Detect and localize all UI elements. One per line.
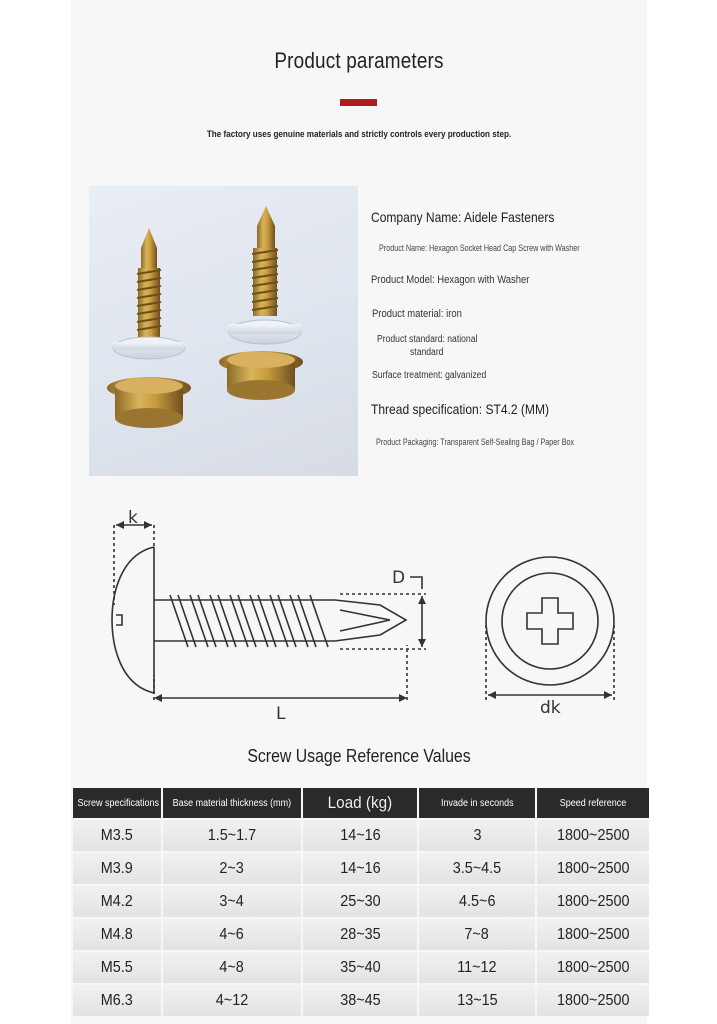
table-cell: 3.5~4.5	[419, 853, 535, 884]
thread-lines	[170, 595, 328, 647]
table-cell: M3.5	[73, 820, 161, 851]
dimension-label-d: D	[392, 568, 406, 588]
screws-photo-illustration	[89, 186, 358, 476]
table-cell: 14~16	[303, 853, 417, 884]
product-photo	[89, 186, 358, 476]
product-model: Product Model: Hexagon with Washer	[371, 274, 530, 286]
right-screw	[219, 206, 303, 400]
table-cell: M5.5	[73, 952, 161, 983]
table-cell: M3.9	[73, 853, 161, 884]
column-header: Invade in seconds	[419, 788, 535, 818]
table-cell: M4.2	[73, 886, 161, 917]
table-row	[73, 886, 649, 917]
table-cell: 25~30	[303, 886, 417, 917]
phillips-recess	[527, 598, 573, 644]
table-cell: 13~15	[419, 985, 535, 1016]
page-subtitle: The factory uses genuine materials and strictly controls every production step.	[206, 129, 512, 139]
table-cell: M6.3	[73, 985, 161, 1016]
column-header: Screw specifications	[73, 788, 161, 818]
product-standard: Product standard: national	[377, 334, 478, 345]
title-accent-bar	[340, 99, 377, 106]
company-name: Company Name: Aidele Fasteners	[371, 209, 555, 225]
usage-reference-table	[71, 786, 651, 1018]
table-cell: 1800~2500	[537, 853, 649, 884]
table-row	[73, 919, 649, 950]
product-material: Product material: iron	[372, 308, 462, 320]
table-cell: 1.5~1.7	[163, 820, 301, 851]
table-row	[73, 985, 649, 1016]
surface-treatment: Surface treatment: galvanized	[372, 370, 487, 381]
table-cell: 1800~2500	[537, 886, 649, 917]
screw-head-outline	[112, 547, 154, 693]
page-title: Product parameters	[274, 48, 444, 73]
dimension-label-dk: dk	[540, 698, 561, 718]
thread-specification: Thread specification: ST4.2 (MM)	[371, 401, 549, 417]
product-standard-cont: standard	[410, 347, 444, 358]
screw-dimension-diagram	[100, 505, 630, 725]
table-cell: 1800~2500	[537, 985, 649, 1016]
table-cell: M4.8	[73, 919, 161, 950]
table-cell: 38~45	[303, 985, 417, 1016]
column-header: Base material thickness (mm)	[163, 788, 301, 818]
column-header: Load (kg)	[303, 788, 417, 818]
left-screw	[107, 228, 191, 428]
product-packaging: Product Packaging: Transparent Self-Sealing Bag / Paper Box	[376, 437, 575, 447]
dimension-label-k: k	[128, 508, 138, 528]
dimension-label-l: L	[276, 704, 286, 724]
table-cell: 1800~2500	[537, 919, 649, 950]
table-cell: 3~4	[163, 886, 301, 917]
table-cell: 3	[419, 820, 535, 851]
table-row	[73, 820, 649, 851]
table-cell: 2~3	[163, 853, 301, 884]
end-view-outer-circle	[486, 557, 614, 685]
table-cell: 4.5~6	[419, 886, 535, 917]
table-cell: 4~8	[163, 952, 301, 983]
table-cell: 4~6	[163, 919, 301, 950]
product-name: Product Name: Hexagon Socket Head Cap Screw with Washer	[379, 243, 580, 253]
column-header: Speed reference	[537, 788, 649, 818]
table-cell: 7~8	[419, 919, 535, 950]
usage-section-title: Screw Usage Reference Values	[247, 746, 471, 766]
table-cell: 35~40	[303, 952, 417, 983]
table-cell: 11~12	[419, 952, 535, 983]
table-cell: 1800~2500	[537, 820, 649, 851]
table-row	[73, 853, 649, 884]
table-cell: 4~12	[163, 985, 301, 1016]
table-cell: 28~35	[303, 919, 417, 950]
end-view-inner-circle	[502, 573, 598, 669]
table-cell: 1800~2500	[537, 952, 649, 983]
table-header-row	[73, 788, 649, 818]
table-cell: 14~16	[303, 820, 417, 851]
table-row	[73, 952, 649, 983]
